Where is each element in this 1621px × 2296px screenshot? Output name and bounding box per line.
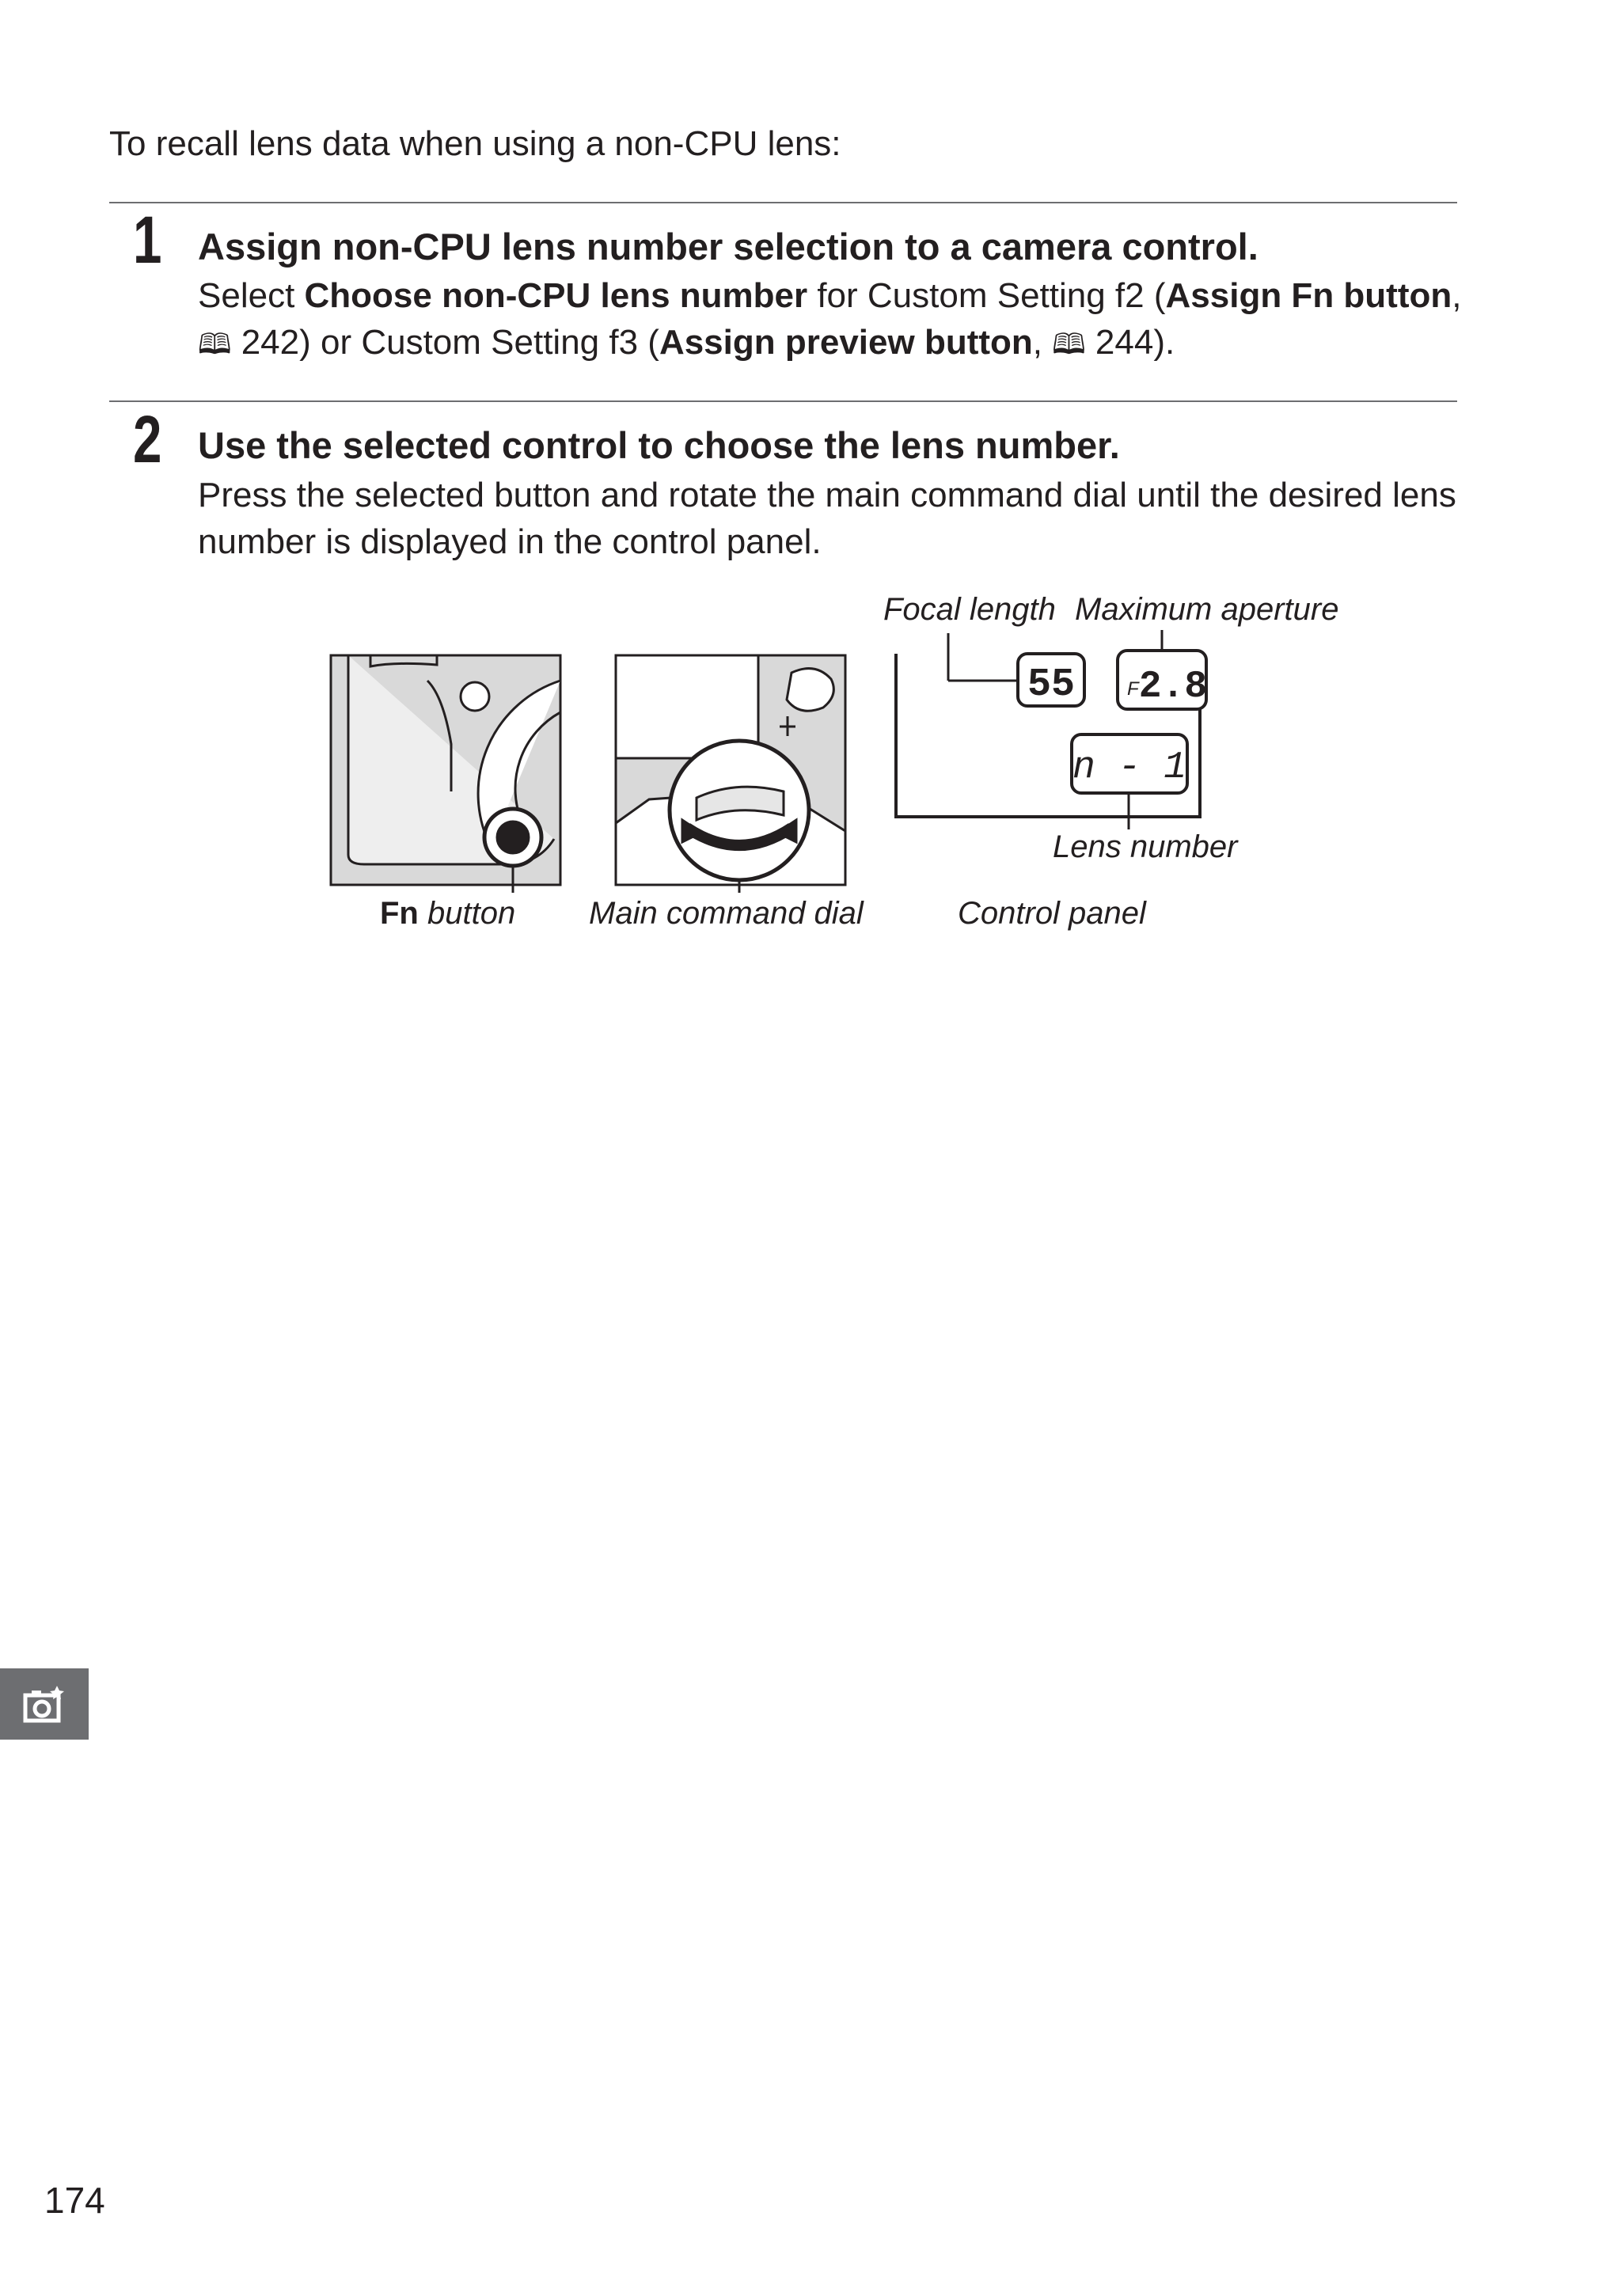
- control-panel-illustration: [896, 630, 1207, 829]
- section-tab[interactable]: [0, 1668, 89, 1740]
- focal-length-label: Focal length: [883, 592, 1056, 627]
- lens-number-label: Lens number: [1053, 829, 1238, 864]
- camera-custom-settings-icon: [22, 1684, 66, 1724]
- lcd-lens-number: n - 1: [1072, 746, 1187, 789]
- maximum-aperture-label: Maximum aperture: [1075, 592, 1339, 627]
- step-2-title: Use the selected control to choose the lens number.: [198, 424, 1120, 466]
- book-icon: 🕮: [198, 328, 232, 361]
- page-number: 174: [44, 2180, 105, 2221]
- main-command-dial-label: Main command dial: [589, 896, 864, 931]
- fn-button-label: Fn button: [380, 896, 516, 931]
- main-command-dial-illustration: [616, 655, 845, 893]
- lcd-focal-length: 55: [1027, 662, 1076, 708]
- page-ref-244[interactable]: 244: [1095, 323, 1154, 362]
- step-2-body: Press the selected button and rotate the main command dial until the desired lens number is displayed in the control panel.: [198, 476, 1456, 561]
- step-number-2: 2: [133, 402, 162, 476]
- control-panel-label: Control panel: [958, 896, 1146, 931]
- lcd-max-aperture: 2.8: [1138, 666, 1208, 708]
- step-1-body: Select Choose non-CPU lens number for Custom Setting f2 (Assign Fn button, 🕮 242) or Custom Setting f3 (Assign preview button, 🕮 244).: [198, 276, 1462, 362]
- step-number-1: 1: [133, 203, 162, 277]
- intro-text: To recall lens data when using a non-CPU lens:: [109, 124, 841, 163]
- book-icon: 🕮: [1052, 328, 1086, 361]
- page-ref-242[interactable]: 242: [241, 323, 300, 362]
- fn-button-illustration: [331, 655, 560, 893]
- camera-controls-figure: [0, 0, 1621, 950]
- lcd-aperture-prefix: F: [1127, 678, 1139, 700]
- step-1-title: Assign non-CPU lens number selection to a camera control.: [198, 226, 1258, 268]
